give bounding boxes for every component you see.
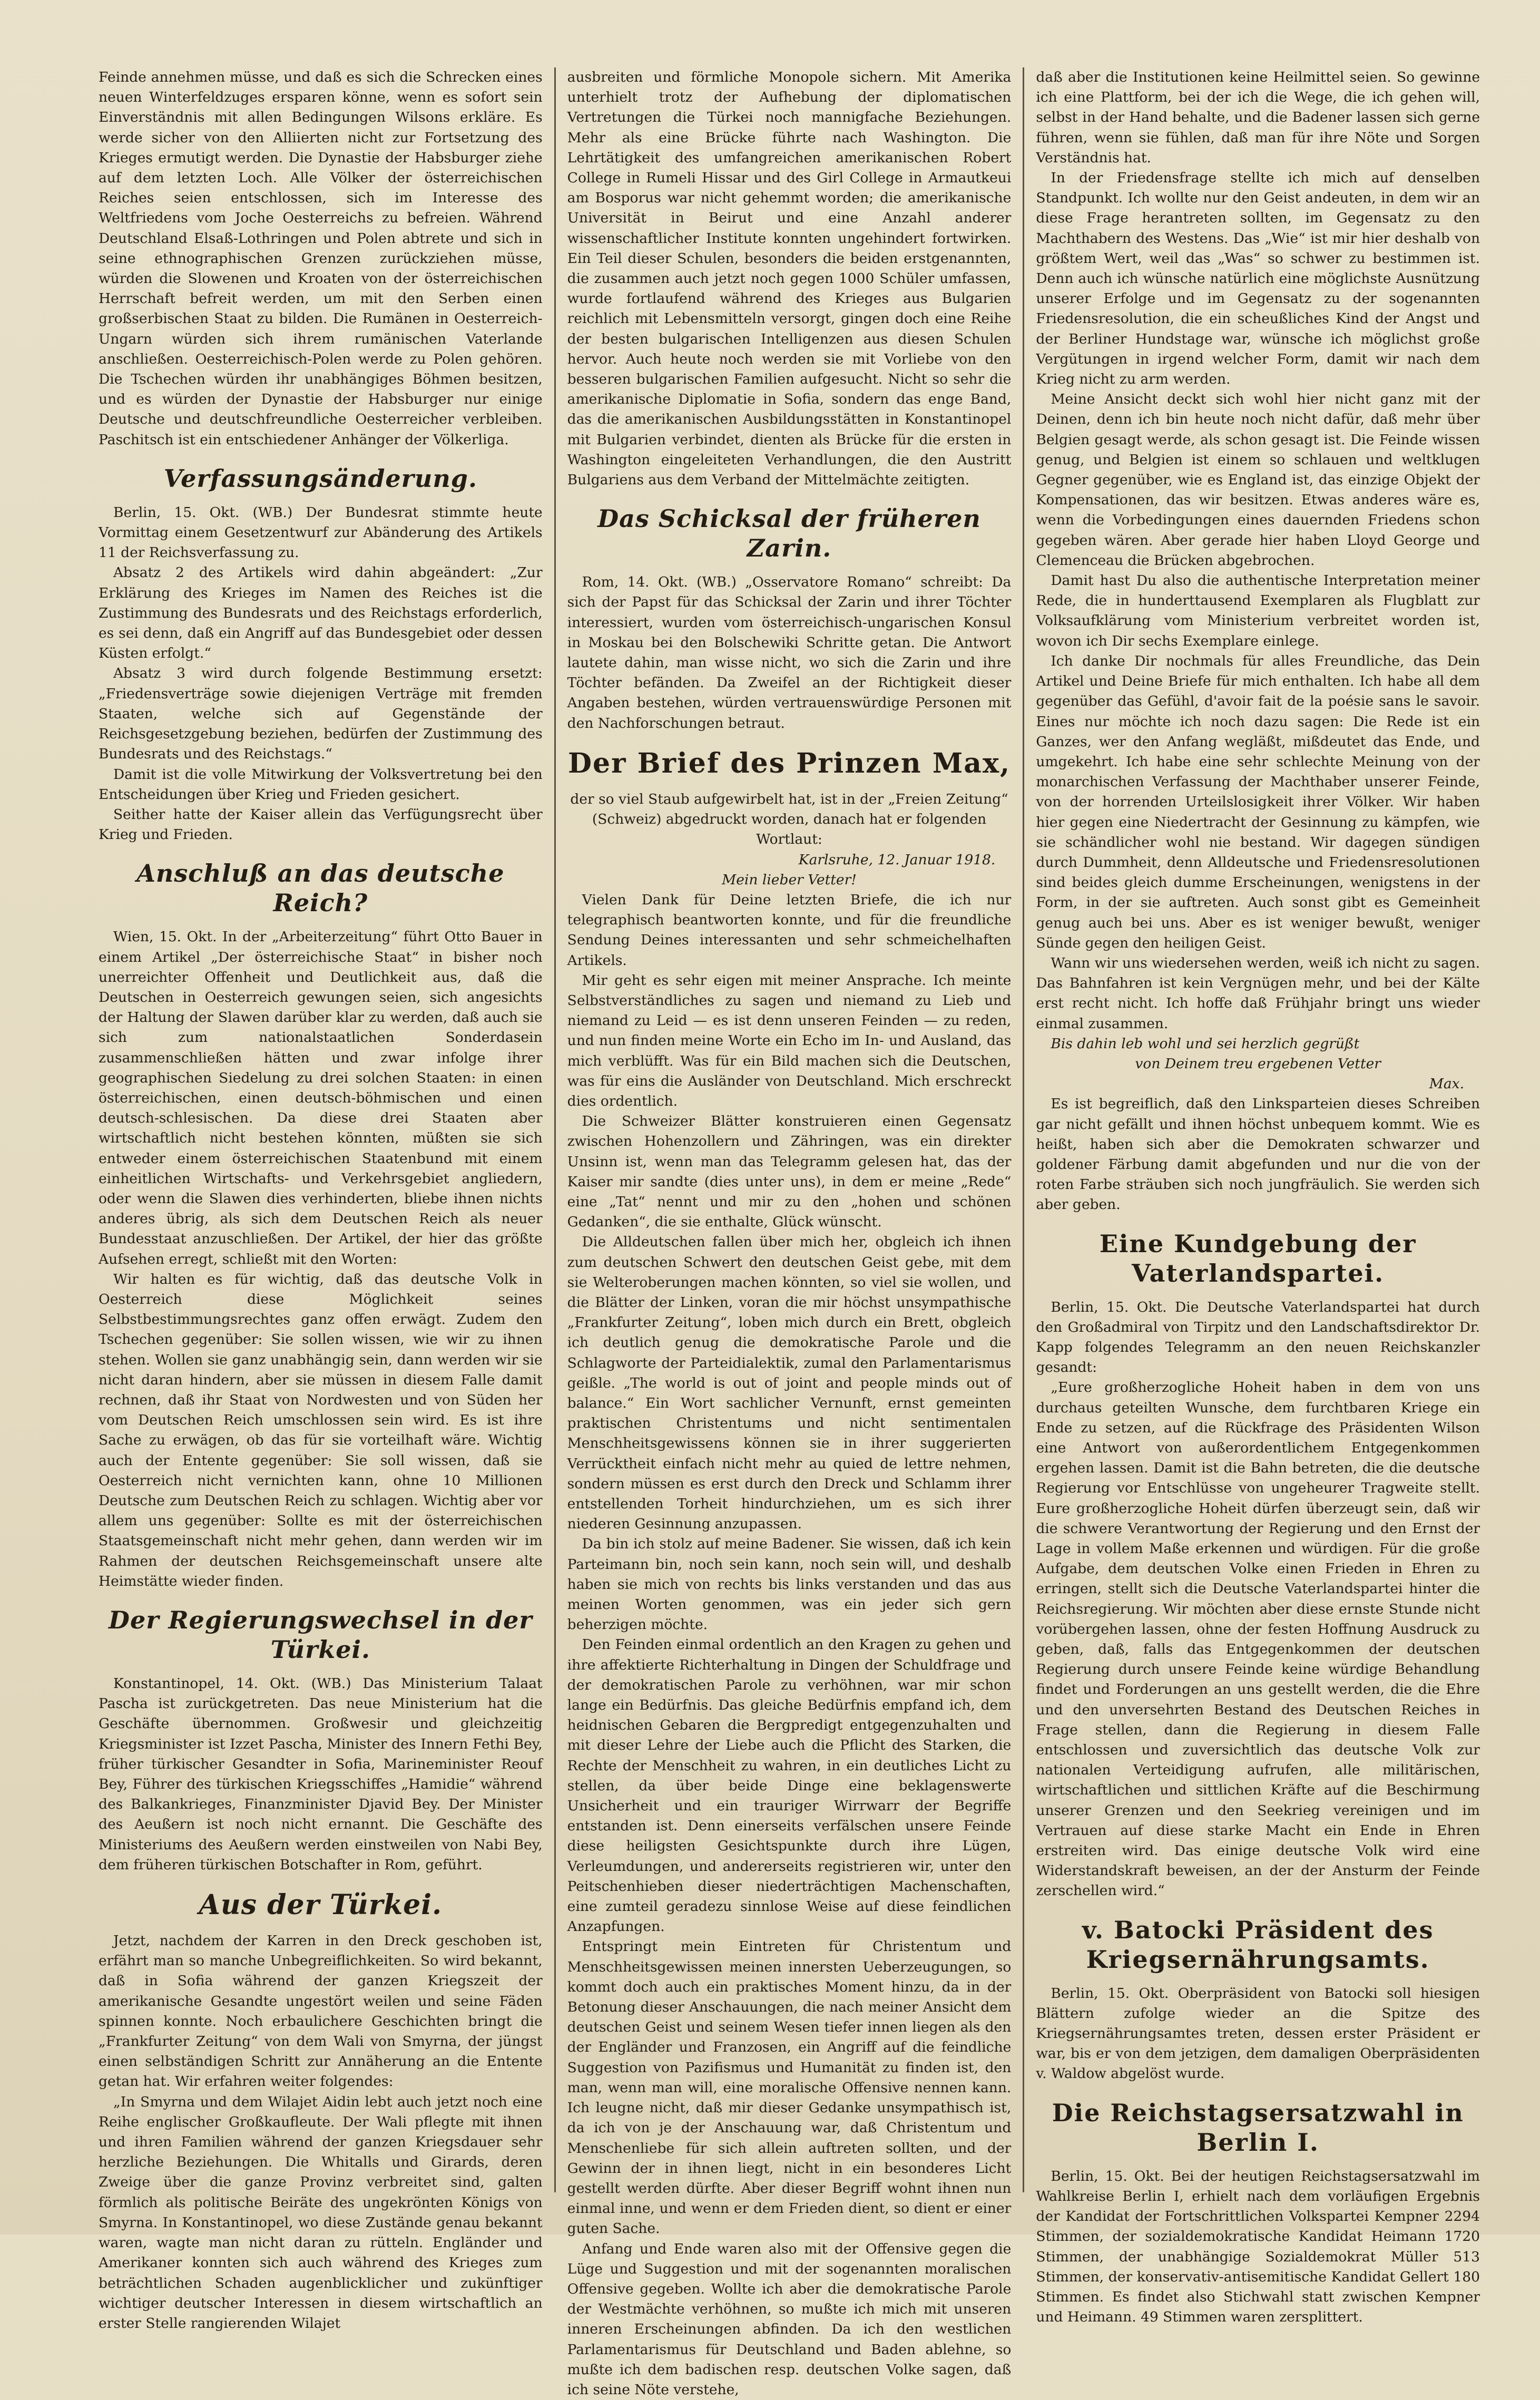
article-paragraph: Damit ist die volle Mitwirkung der Volksvertretung bei den Entscheidungen über Krieg und Frieden gesichert. — [99, 766, 543, 803]
article-paragraph: daß aber die Institutionen keine Heilmittel seien. So gewinne ich eine Plattform, bei der ich die Wege, die ich gehen will, selbst in der Hand behalte, und die Badener lassen sich gerne führen, wenn sie fühlen, daß man für ihre Nöte und Sorgen Verständnis hat. — [1036, 69, 1480, 166]
article-paragraph: ausbreiten und förmliche Monopole sichern. Mit Amerika unterhielt trotz der Aufhebung der diplomatischen Vertretungen die Türkei noch mannigfache Beziehungen. Mehr als eine Brücke führte nach Washington. Die Lehrtätigkeit des umfangreichen amerikanischen Robert College in Rumeli Hissar und des Girl College in Armautkeui am Bosporus war nicht gehemmt worden; die amerikanische Universität in Beirut und eine Anzahl anderer wissenschaftlicher Institute konnten ungehindert fortwirken. Ein Teil dieser Schulen, besonders die beiden erstgenannten, die zusammen auch jetzt noch gegen 1000 Schüler umfassen, wurde fortlaufend während des Krieges aus Bulgarien reichlich mit Lebensmitteln versorgt, gingen doch eine Reihe der besten bulgarischen Intelligenzen aus diesen Schulen hervor. Auch heute noch werden sie mit Vorliebe von den besseren bulgarischen Familien aufgesucht. Nicht so sehr die amerikanische Diplomatie in Sofia, sondern das enge Band, das die amerikanischen Ausbildungsstätten in Konstantinopel mit Bulgarien verbindet, dienten als Brücke für die ersten in Washington eingeleiteten Verhandlungen, die den Austritt Bulgariens aus dem Verband der Mittelmächte zeitigten. — [567, 69, 1012, 489]
article-paragraph: Den Feinden einmal ordentlich an den Kragen zu gehen und ihre affektierte Richterhaltung in Dingen der Schuldfrage und der demokratischen Parole zu verhöhnen, war mir schon lange ein Bedürfnis. Das gleiche Bedürfnis empfand ich, dem heidnischen Gebaren die Bergpredigt entgegenzuhalten und mit dieser Lehre der Liebe auch die Pflicht des Starken, die Rechte der Menschheit zu wahren, in ein deutliches Licht zu stellen, da über beide Dinge eine beklagenswerte Unsicherheit und ein trauriger Wirrwarr der Begriffe entstanden ist. Denn einerseits verfälschen unsere Feinde diese heiligsten Gesichtspunkte durch ihre Lügen, Verleumdungen, und andererseits registrieren wir, unter den Peitschenhieben dieser niederträchtigen Machenschaften, eine zumteil geradezu sinnlose Weise auf diese feindlichen Anzapfungen. — [567, 1636, 1012, 1935]
article-paragraph: Die Alldeutschen fallen über mich her, obgleich ich ihnen zum deutschen Schwert den deutschen Geist gebe, mit dem sie Welteroberungen machen könnten, so viel sie wollen, und die Blätter der Linken, voran die mir höchst unsympathische „Frankfurter Zeitung“, loben mich durch ein Brett, obgleich ich deutlich genug die demokratische Parole und die Schlagworte der Parteidialektik, zumal den Parlamentarismus geißle. „The world is out of joint and people minds out of balance.“ Ein Wort sachlicher Vernunft, ernst gemeinten praktischen Christentums und nicht sentimentalen Menschheitsgewissens können sie in ihrer suggerierten Verrücktheit einfach nicht mehr au quied de lettre nehmen, sondern müssen es erst durch den Dreck und Schlamm ihrer entstellenden Torheit hindurchziehen, um es sich ihrer niederen Gesinnung anzupassen. — [567, 1234, 1012, 1533]
article-paragraph: Die Schweizer Blätter konstruieren einen Gegensatz zwischen Hohenzollern und Zähringen, was ein direkter Unsinn ist, wenn man das Telegramm gelesen hat, das der Kaiser mir sandte (dies unter uns), in dem er meine „Rede“ eine „Tat“ nennt und mir zu den „hohen und schönen Gedanken“, die sie enthalte, Glück wünscht. — [567, 1113, 1012, 1231]
article-paragraph: Rom, 14. Okt. (WB.) „Osservatore Romano“ schreibt: Da sich der Papst für das Schicksal der Zarin und ihrer Töchter interessiert, wurden vom österreichisch-ungarischen Konsul in Moskau bei den Bolschewiki Schritte getan. Die Antwort lautete dahin, man wisse nicht, wo sich die Zarin und ihre Töchter befänden. Da Zweifel an der Richtigkeit dieser Angaben bestehen, würden vertrauenswürdige Personen mit den Nachforschungen betraut. — [567, 574, 1012, 731]
article-paragraph: „In Smyrna und dem Wilajet Aidin lebt auch jetzt noch eine Reihe englischer Großkaufleute. Der Wali pflegte mit ihnen und ihren Familien während der ganzen Kriegsdauer sehr herzliche Beziehungen. Die Whitalls und Girards, deren Zweige über die ganze Provinz verbreitet sind, galten förmlich als politische Beiräte des ungekrönten Königs von Smyrna. In Konstantinopel, wo diese Zustände genau bekannt waren, wagte man nicht daran zu rütteln. Engländer und Amerikaner konnten sich auch während des Krieges zum beträchtlichen Schaden augenblicklicher und zukünftiger wichtiger deutscher Interessen in diesem wirtschaftlich an erster Stelle rangierenden Wilajet — [99, 2093, 543, 2331]
article-paragraph: Mir geht es sehr eigen mit meiner Ansprache. Ich meinte Selbstverständliches zu sagen und niemand zu Lieb und niemand zu Leid — es ist denn unseren Feinden — zu reden, und nun finden meine Worte ein Echo im In- und Ausland, das mich verblüfft. Was für ein Bild machen sich die Deutschen, was für eins die Ausländer von Deutschland. Mich erschreckt dies ordentlich. — [567, 972, 1012, 1109]
article-paragraph: Max. — [1429, 1076, 1465, 1092]
article-paragraph: Berlin, 15. Okt. Die Deutsche Vaterlandspartei hat durch den Großadmiral von Tirpitz und den Landschaftsdirektor Dr. Kapp folgendes Telegramm an den neuen Reichskanzler gesandt: — [1036, 1299, 1480, 1376]
columns — [87, 67, 1492, 2398]
article-headline: Das Schicksal der früheren Zarin. — [597, 504, 981, 563]
article-paragraph: Vielen Dank für Deine letzten Briefe, die ich nur telegraphisch beantworten konnte, und für die freundliche Sendung Deines interessanten und sehr schmeichelhaften Artikels. — [567, 891, 1012, 969]
article-paragraph: Anfang und Ende waren also mit der Offensive gegen die Lüge und Suggestion und mit der sogenannten moralischen Offensive gegeben. Wollte ich aber die demokratische Parole der Westmächte verhöhnen, so mußte ich mich mit unseren inneren Erscheinungen abfinden. Da ich den westlichen Parlamentarismus für Deutschland und Baden ablehne, so mußte ich dem badischen resp. deutschen Volke sagen, daß ich seine Nöte verstehe, — [567, 2240, 1012, 2398]
article-paragraph: Meine Ansicht deckt sich wohl hier nicht ganz mit der Deinen, denn ich bin heute noch nicht dafür, daß mehr über Belgien gesagt werde, als schon gesagt ist. Die Feinde wissen genug, und Belgien ist einem so schlauen und weltklugen Gegner gegenüber, wie es England ist, das einzige Objekt der Kompensationen, das wir besitzen. Etwas anderes wäre es, wenn die Vorbedingungen eines dauernden Friedens schon gegeben wären. Aber gerade hier haben Lloyd George und Clemenceau die Brücken abgebrochen. — [1036, 391, 1480, 569]
article-paragraph: Ich danke Dir nochmals für alles Freundliche, das Dein Artikel und Deine Briefe für mich enthalten. Ich habe all dem gegenüber das Gefühl, d'avoir fait de la poésie sans le savoir. Eines nur möchte ich noch dazu sagen: Die Rede ist ein Ganzes, wer den Anfang wegläßt, mißdeutet das Ende, und umgekehrt. Ich habe eine sehr schlechte Meinung von der monarchischen Verfassung der Machthaber unserer Feinde, von der horrenden Urteilslosigkeit ihrer Völker. Wir haben hier gegen eine Niedertracht der Gesinnung zu kämpfen, wie sie schändlicher wohl nie bestand. Wir dagegen sündigen durch Dummheit, denn Alldeutsche und Friedensresolutionen sind beides gleich dumme Erscheinungen, wenigstens in der Form, in der sie auftreten. Auch sonst gibt es Gemeinheit genug auch bei uns. Aber es ist weniger bewußt, weniger Sünde gegen den heiligen Geist. — [1036, 652, 1480, 951]
article-paragraph: Damit hast Du also die authentische Interpretation meiner Rede, die in hunderttausend Exemplaren als Flugblatt zur Volksaufklärung vom Ministerium verbreitet worden ist, wovon ich Dir sechs Exemplare einlege. — [1036, 572, 1480, 649]
article-headline: Eine Kundgebung der Vaterlandspartei. — [1099, 1229, 1417, 1287]
article-paragraph: Entspringt mein Eintreten für Christentum und Menschheitsgewissen meinen innersten Ueberzeugungen, so kommt doch auch ein praktisches Moment hinzu, da in der Betonung dieser Anschauungen, die nach meiner Ansicht dem deutschen Geist und seinem Wesen tiefer innen liegen als den der Engländer und Franzosen, ein Angriff auf die feindliche Suggestion von Pazifismus und Humanität zu finden ist, den man, wenn man will, eine moralische Offensive nennen kann. Ich leugne nicht, daß mir dieser Gedanke unsympathisch ist, da ich von je der Anschauung war, daß Christentum und Menschenliebe für sich allein auftreten sollten, und der Gewinn der in ihnen liegt, nicht in ein besonderes Licht gestellt werden dürfte. Aber dieser Begriff wohnt ihnen nun einmal inne, und wenn er dem Frieden dient, so dient er einer guten Sache. — [567, 1938, 1012, 2237]
article-paragraph: Absatz 2 des Artikels wird dahin abgeändert: „Zur Erklärung des Krieges im Namen des Reiches ist die Zustimmung des Bundesrats und des Reichstags erforderlich, es sei denn, daß ein Angriff auf das Bundesgebiet oder dessen Küsten erfolgt.“ — [99, 564, 543, 662]
article-paragraph: In der Friedensfrage stellte ich mich auf denselben Standpunkt. Ich wollte nur den Geist andeuten, in dem wir an diese Frage herantreten sollten, im Gegensatz zu den Machthabern des Westens. Das „Wie“ ist mir hier deshalb von größtem Wert, weil das „Was“ so schwer zu bestimmen ist. Denn auch ich wünsche natürlich eine möglichste Ausnützung unserer Erfolge und im Gegensatz zu der sogenannten Friedensresolution, die ein scheußliches Kind der Angst und der Berliner Hundstage war, wünsche ich möglichst große Vergütungen in irgend welcher Form, damit wir nach dem Krieg nicht zu arm werden. — [1036, 170, 1480, 388]
article-paragraph: von Deinem treu ergebenen Vetter — [1135, 1055, 1381, 1072]
article-paragraph: Mein lieber Vetter! — [722, 871, 857, 888]
article-paragraph: Berlin, 15. Okt. Bei der heutigen Reichstagsersatzwahl im Wahlkreise Berlin I, erhielt nach dem vorläufigen Ergebnis der Kandidat der Fortschrittlichen Volkspartei Kempner 2294 Stimmen, der sozialdemokratische Kandidat Heimann 1720 Stimmen, der unabhängige Sozialdemokrat Müller 513 Stimmen, der konservativ-antisemitische Kandidat Gellert 180 Stimmen. Es findet also Stichwahl statt zwischen Kempner und Heimann. 49 Stimmen waren zersplittert. — [1036, 2168, 1480, 2326]
article-paragraph: Konstantinopel, 14. Okt. (WB.) Das Ministerium Talaat Pascha ist zurückgetreten. Das neue Ministerium hat die Geschäfte übernommen. Großwesir und gleichzeitig Kriegsminister ist Izzet Pascha, Minister des Innern Fethi Bey, früher türkischer Gesandter in Sofia, Marineminister Reouf Bey, Führer des türkischen Kriegsschiffes „Hamidie“ während des Balkankrieges, Finanzminister Djavid Bey. Der Minister des Aeußern ist noch nicht ernannt. Die Geschäfte des Ministeriums des Aeußern werden einstweilen von Nabi Bey, dem früheren türkischen Botschafter in Rom, geführt. — [99, 1675, 543, 1873]
article-headline: v. Batocki Präsident des Kriegsernährungsamts. — [1082, 1915, 1434, 1974]
column-3 — [1023, 67, 1492, 2326]
article-paragraph: „Eure großherzogliche Hoheit haben in dem von uns durchaus geteilten Wunsche, dem furchtbaren Kriege ein Ende zu setzen, auf die Rückfrage des Präsidenten Wilson eine Antwort von außerordentlichem Entgegenkommen ergehen lassen. Damit ist die Bahn betreten, die die deutsche Regierung vor Entschlüsse von ungeheurer Tragweite stellt. Eure großherzogliche Hoheit dürfen überzeugt sein, daß wir die schwere Verantwortung der Regierung und den Ernst der Lage in vollem Maße erkennen und würdigen. Für die große Aufgabe, dem deutschen Volke einen Frieden in Ehren zu erringen, stellt sich die Deutsche Vaterlandspartei hinter die Reichsregierung. Wir möchten aber diese ernste Stunde nicht vorübergehen lassen, ohne der festen Hoffnung Ausdruck zu geben, daß, falls das Entgegenkommen der deutschen Regierung durch unsere Feinde keine würdige Behandlung findet und Forderungen an uns gestellt werden, die die Ehre und den unversehrten Bestand des Deutschen Reiches in Frage stellen, dann die Regierung in diesem Falle entschlossen und zuversichtlich das deutsche Volk zur nationalen Verteidigung aufrufen, alle militärischen, wirtschaftlichen und sittlichen Kräfte auf die Beschirmung unserer Grenzen und den Seekrieg vereinigen und im Vertrauen auf diese starke Macht ein Ende in Ehren erstreiten wird. Das einige deutsche Volk wird eine Widerstandskraft beweisen, an der der Ansturm der Feinde zerschellen wird.“ — [1036, 1379, 1480, 1899]
article-paragraph: Jetzt, nachdem der Karren in den Dreck geschoben ist, erfährt man so manche Unbegreiflichkeiten. So wird bekannt, daß in Sofia während der ganzen Kriegszeit der amerikanische Gesandte ungestört weilen und seine Fäden spinnen konnte. Noch erbaulichere Geschichten bringt die „Frankfurter Zeitung“ von dem Wali von Smyrna, der jüngst einen selbständigen Schritt zur Annäherung an die Entente getan hat. Wir erfahren weiter folgendes: — [99, 1933, 543, 2090]
article-paragraph: Da bin ich stolz auf meine Badener. Sie wissen, daß ich kein Parteimann bin, noch sein kann, noch sein will, und deshalb haben sie mich von rechts bis links verstanden und das aus meinen Worten genommen, was ein jeder sich gern beherzigen möchte. — [567, 1536, 1012, 1633]
article-paragraph: Es ist begreiflich, daß den Linksparteien dieses Schreiben gar nicht gefällt und ihnen höchst unbequem kommt. Wie es heißt, haben sich aber die Demokraten schwarzer und goldener Färbung damit abgefunden und nur die von der roten Farbe sträuben sich noch jungfräulich. Sie werden sich aber geben. — [1036, 1096, 1480, 1213]
article-paragraph: Bis dahin leb wohl und sei herzlich gegrüßt — [1051, 1035, 1360, 1052]
article-headline: Verfassungsänderung. — [163, 464, 477, 493]
article-headline: Der Regierungswechsel in der Türkei. — [109, 1606, 533, 1664]
article-paragraph: Feinde annehmen müsse, und daß es sich die Schrecken eines neuen Winterfeldzuges ersparen könne, wenn es sofort sein Einverständnis mit allen Bedingungen Wilsons erkläre. Es werde sicher von den Alliierten nicht zur Fortsetzung des Krieges ermutigt werden. Die Dynastie der Habsburger ziehe auf dem letzten Loch. Alle Völker der österreichischen Reiches seien entschlossen, sich im Interesse des Weltfriedens vom Joche Oesterreichs zu befreien. Während Deutschland Elsaß-Lothringen und Polen abtrete und sich in seine ethnographischen Grenzen zurückziehen müsse, würden die Slowenen und Kroaten von der österreichischen Herrschaft befreit werden, um mit den Serben einen großserbischen Staat zu bilden. Die Rumänen in Oesterreich-Ungarn würden sich ihrem rumänischen Vaterlande anschließen. Oesterreichisch-Polen werde zu Polen gehören. Die Tschechen würden ihr unabhängiges Böhmen besitzen, und es würden der Dynastie der Habsburger nur einige Deutsche und deutschfreundliche Oesterreicher verbleiben. Paschitsch ist ein entschiedener Anhänger der Völkerliga. — [99, 69, 543, 448]
column-2 — [554, 67, 1023, 2398]
article-paragraph: Absatz 3 wird durch folgende Bestimmung ersetzt: „Friedensverträge sowie diejenigen Verträge mit fremden Staaten, welche sich auf Gegenstände der Reichsgesetzgebung beziehen, bedürfen der Zustimmung des Bundesrats und des Reichstags.“ — [99, 665, 543, 763]
article-paragraph: Wien, 15. Okt. In der „Arbeiterzeitung“ führt Otto Bauer in einem Artikel „Der österreichische Staat“ in bisher noch unerreichter Offenheit und Deutlichkeit aus, daß die Deutschen in Oesterreich gewungen seien, sich angesichts der Haltung der Slawen darüber klar zu werden, daß auch sie sich zum nationalstaatlichen Sonderdasein zusammenschließen hätten und zwar infolge ihrer geographischen Siedelung zu drei solchen Staaten: in einen österreichischen, einen deutsch-böhmischen und einen deutsch-schlesischen. Da diese drei Staaten aber wirtschaftlich nicht bestehen könnten, müßten sie sich entweder einem österreichischen Staatenbund mit einem einheitlichen Wirtschafts- und Verkehrsgebiet angliedern, oder wenn die Slawen dies verhinderten, bliebe ihnen nichts anderes übrig, als sich dem Deutschen Reich als neuer Bundesstaat anzuschließen. Der Artikel, der hier das größte Aufsehen erregt, schließt mit den Worten: — [99, 929, 543, 1267]
article-paragraph: Karlsruhe, 12. Januar 1918. — [798, 851, 996, 868]
article-headline: Die Reichstagsersatzwahl in Berlin I. — [1052, 2098, 1464, 2157]
article-paragraph: Berlin, 15. Okt. (WB.) Der Bundesrat stimmte heute Vormittag einem Gesetzentwurf zur Abänderung des Artikels 11 der Reichsverfassung zu. — [99, 504, 543, 561]
article-paragraph: der so viel Staub aufgewirbelt hat, ist in der „Freien Zeitung“ (Schweiz) abgedruckt worden, danach hat er folgenden Wortlaut: — [570, 791, 1008, 848]
article-paragraph: Seither hatte der Kaiser allein das Verfügungsrecht über Krieg und Frieden. — [99, 806, 543, 843]
article-headline: Der Brief des Prinzen Max, — [567, 747, 1011, 779]
column-1 — [87, 67, 554, 2331]
article-paragraph: Wann wir uns wiedersehen werden, weiß ich nicht zu sagen. Das Bahnfahren ist kein Vergnügen mehr, und bei der Kälte erst recht nicht. Ich hoffe daß Frühjahr bringt uns wieder einmal zusammen. — [1036, 954, 1480, 1032]
article-paragraph: Berlin, 15. Okt. Oberpräsident von Batocki soll hiesigen Blättern zufolge wieder an die Spitze des Kriegsernährungsamtes treten, dessen erster Präsident er war, bis er von dem jetzigen, dem damaligen Oberpräsidenten v. Waldow abgelöst wurde. — [1036, 1985, 1480, 2082]
article-paragraph: Wir halten es für wichtig, daß das deutsche Volk in Oesterreich diese Möglichkeit seines Selbstbestimmungsrechtes ganz offen erwägt. Zudem den Tschechen gegenüber: Sie sollen wissen, wie wir zu ihnen stehen. Wollen sie ganz unabhängig sein, dann werden wir sie nicht daran hindern, aber sie müssen in diesem Falle damit rechnen, daß ihr Staat von Nordwesten und von Süden her vom Deutschen Reich umschlossen sein wird. Es ist ihre Sache zu erwägen, ob das für sie vorteilhaft wäre. Wichtig auch der Entente gegenüber: Sie soll wissen, daß sie Oesterreich nicht vernichten kann, ohne 10 Millionen Deutsche zum Deutschen Reich zu schlagen. Wichtig aber vor allem uns gegenüber: Sollte es mit der österreichischen Staatsgemeinschaft nicht mehr gehen, dann werden wir im Rahmen der deutschen Reichsgemeinschaft unsere alte Heimstätte wieder finden. — [99, 1271, 543, 1589]
article-headline: Anschluß an das deutsche Reich? — [136, 859, 505, 918]
article-headline: Aus der Türkei. — [199, 1889, 443, 1921]
